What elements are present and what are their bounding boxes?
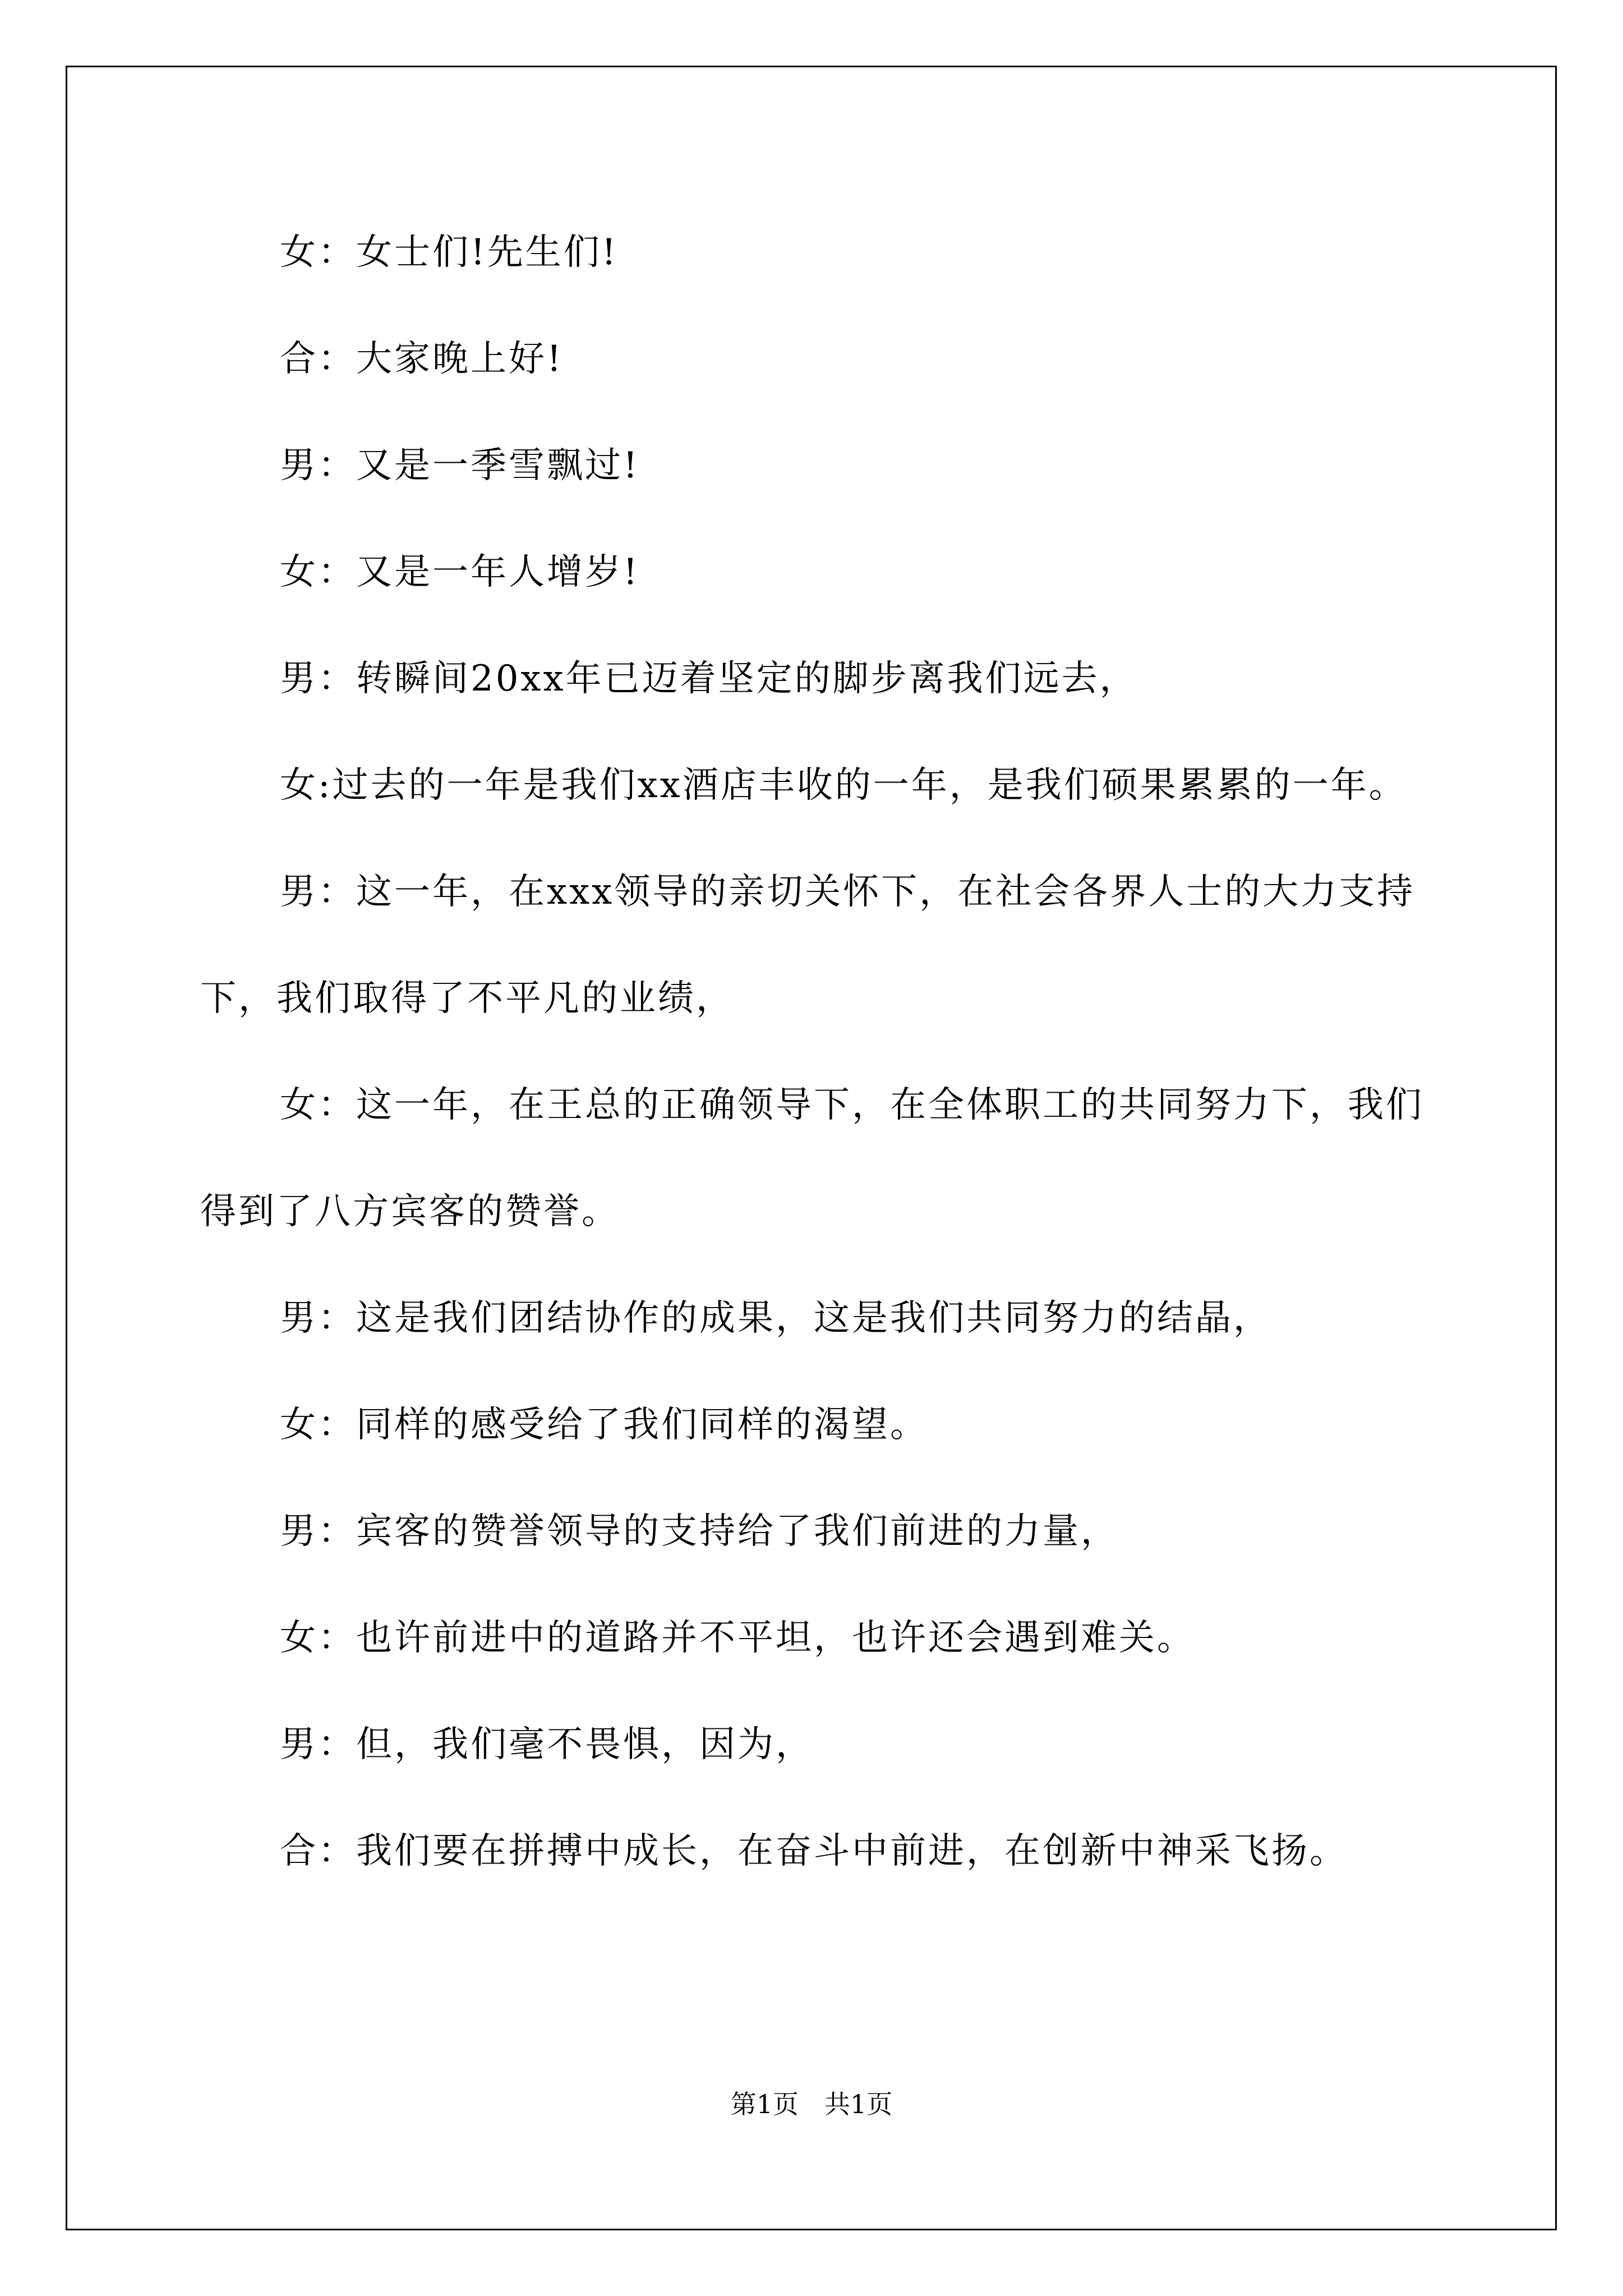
paragraph-6: 女:过去的一年是我们xx酒店丰收的一年，是我们硕果累累的一年。 <box>280 765 1407 806</box>
paragraph-2: 合：大家晚上好! <box>280 338 564 380</box>
paragraph-11: 男：宾客的赞誉领导的支持给了我们前进的力量， <box>280 1511 1119 1552</box>
paragraph-13: 男：但，我们毫不畏惧，因为， <box>280 1724 814 1765</box>
paragraph-1: 女：女士们!先生们! <box>280 232 619 273</box>
paragraph-9: 男：这是我们团结协作的成果，这是我们共同努力的结晶， <box>280 1297 1271 1339</box>
page-footer: 第1页 共1页 <box>730 2089 893 2119</box>
paragraph-10: 女：同样的感受给了我们同样的渴望。 <box>280 1404 928 1446</box>
paragraph-3: 男：又是一季雪飘过! <box>280 445 640 486</box>
paragraph-8: 女：这一年，在王总的正确领导下，在全体职工的共同努力下，我们得到了八方宾客的赞誉。 <box>200 1084 1424 1232</box>
paragraph-7: 男：这一年，在xxx领导的亲切关怀下，在社会各界人士的大力支持下，我们取得了不平凡的业绩， <box>200 871 1415 1019</box>
paragraph-12: 女：也许前进中的道路并不平坦，也许还会遇到难关。 <box>280 1617 1195 1659</box>
paragraph-4: 女：又是一年人增岁! <box>280 551 640 593</box>
paragraph-14: 合：我们要在拼搏中成长，在奋斗中前进，在创新中神采飞扬。 <box>280 1830 1348 1872</box>
paragraph-5: 男：转瞬间20xx年已迈着坚定的脚步离我们远去， <box>280 658 1138 700</box>
document-body <box>200 199 1434 1904</box>
